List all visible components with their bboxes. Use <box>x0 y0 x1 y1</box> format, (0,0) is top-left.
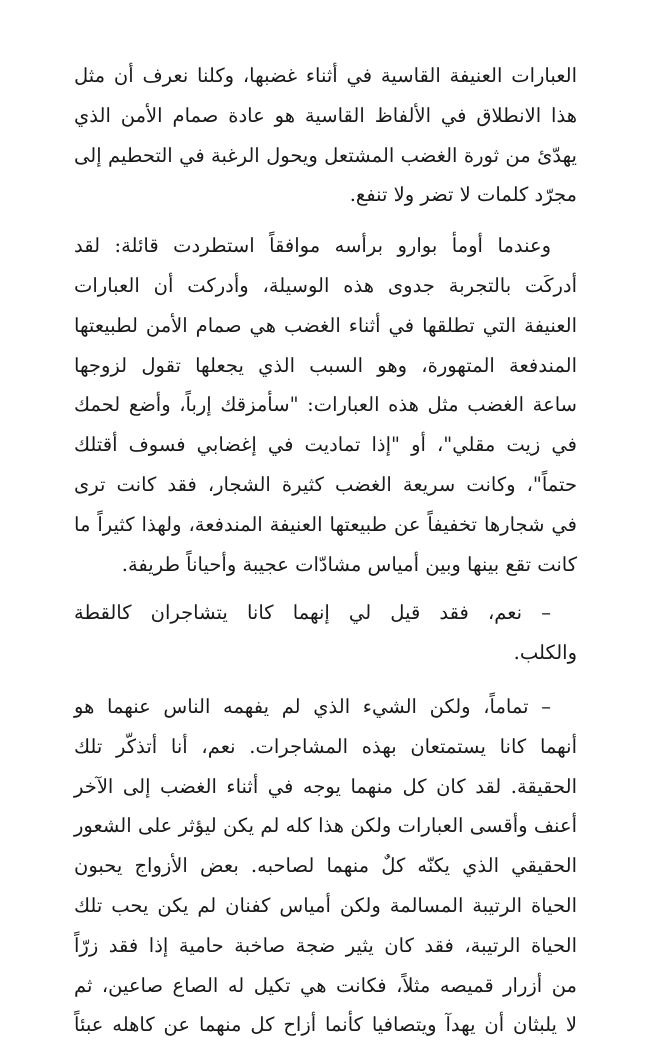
paragraph-4 <box>74 687 577 1045</box>
text-line: أنهما كانا يستمتعان بهذه المشاجرات. نعم، أنا أتذكّر تلك <box>74 734 577 758</box>
text-line: في شجارها تخفيفاً عن طبيعتها العنيفة المندفعة، ولهذا كثيراً ما <box>74 512 577 536</box>
text-line: هذا الانطلاق في الألفاظ القاسية هو عادة صمام الأمن الذي <box>74 103 577 127</box>
text-line: المندفعة المتهورة، وهو السبب الذي يجعلها تقول لزوجها <box>74 353 577 377</box>
text-line: لا يلبثان أن يهدآ ويتصافيا كأنما أزاح كل منهما عن كاهله عبئاً <box>74 1013 577 1037</box>
text-line: كانت تقع بينها وبين أمياس مشادّات عجيبة وأحياناً طريفة. <box>121 552 577 576</box>
text-line: حتماً"، وكانت سريعة الغضب كثيرة الشجار، فقد كانت ترى <box>74 472 577 496</box>
text-line: ساعة الغضب مثل هذه العبارات: "سأمزقك إرباً، وأضع لحمك <box>74 393 577 417</box>
text-line: – نعم، فقد قيل لي إنهما كانا يتشاجران كالقطة <box>74 601 551 625</box>
text-line: العبارات العنيفة القاسية في أثناء غضبها، وكلنا نعرف أن مثل <box>74 64 577 87</box>
paragraph-3 <box>74 593 577 673</box>
paragraph-1 <box>74 56 577 215</box>
text-line: الحياة الرتيبة المسالمة ولكن أمياس كفنان لم يكن يحب تلك <box>74 893 577 917</box>
text-line: مجرّد كلمات لا تضر ولا تنفع. <box>349 183 577 207</box>
text-line: أعنف وأقسى العبارات ولكن هذا كله لم يكن ليؤثر على الشعور <box>74 814 577 838</box>
text-line: يهدّئ من ثورة الغضب المشتعل ويحول الرغبة في التحطيم إلى <box>74 143 577 167</box>
text-line: أدركَت بالتجربة جدوى هذه الوسيلة، وأدركت أن العبارات <box>74 273 577 297</box>
text-line: – تماماً، ولكن الشيء الذي لم يفهمه الناس عنهما هو <box>74 694 551 718</box>
text-line: من أزرار قميصه مثلاً، فكانت هي تكيل له الصاع صاعين، ثم <box>74 973 577 997</box>
text-line: العنيفة التي تطلقها في أثناء الغضب هي صمام الأمن لطبيعتها <box>74 313 577 337</box>
text-line: الحياة الرتيبة، فقد كان يثير ضجة صاخبة حامية إذا فقد زرّاً <box>74 933 577 957</box>
text-line: والكلب. <box>513 641 577 665</box>
paragraph-2 <box>74 226 577 584</box>
text-line: في زيت مقلي"، أو "إذا تماديت في إغضابي فسوف أقتلك <box>74 433 577 457</box>
text-line: الحقيقي الذي يكنّه كلٌ منهما لصاحبه. بعض الأزواج يحبون <box>74 854 577 878</box>
text-line: الحقيقة. لقد كان كل منهما يوجه في أثناء الغضب إلى الآخر <box>74 774 577 798</box>
text-line: وعندما أومأ بوارو برأسه موافقاً استطردت قائلة: لقد <box>74 234 551 258</box>
